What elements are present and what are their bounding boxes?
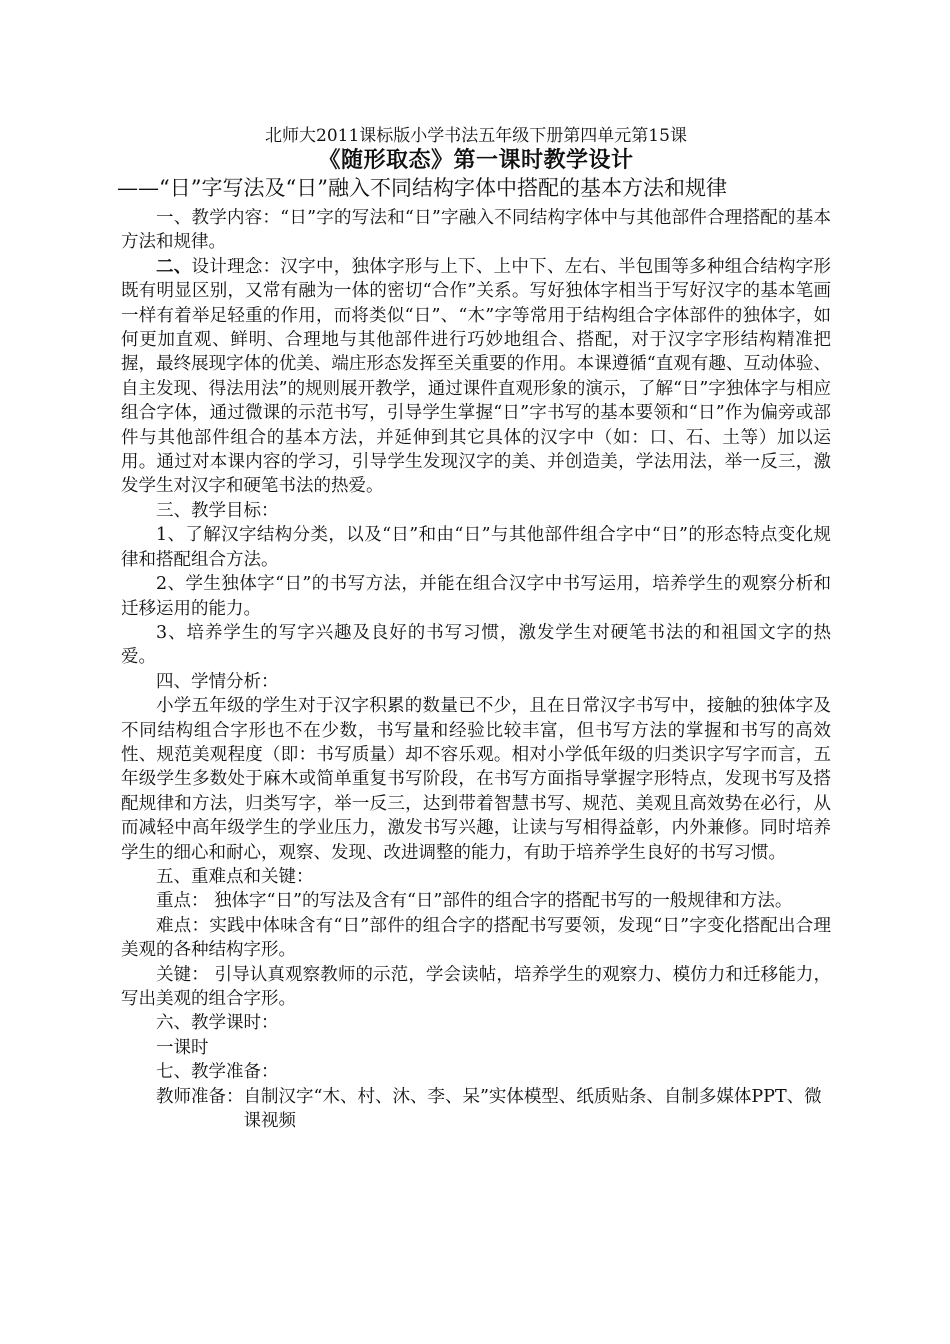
key-factor: 关键： 引导认真观察教师的示范，学会读帖，培养学生的观察力、模仿力和迁移能力，写出美观的组合字形。 bbox=[121, 964, 831, 1009]
section-hours-text: 一课时 bbox=[156, 1037, 209, 1058]
design-concept-text: 设计理念：汉字中，独体字形与上下、上中下、左右、半包围等多种组合结构字形既有明显区别，又常有融为一体的密切“合作”关系。写好独体字相当于写好汉字的基本笔画一样有着举足轻重的作用，而将类似“日”、“木”字等常用于结构组合字体部件的独体字，如何更加直观、鲜明、合理地与其他部件进行巧妙地组合、搭配，对于汉字字形结构精准把握，最终展现字体的优美、端庄形态发挥至关重要的作用。本课遵循“直观有趣、互动体验、自主发现、得法用法”的规则展开教学，通过课件直观形象的演示，了解“日”字独体字与相应组合字体，通过微课的示范书写，引导学生掌握“日”字书写的基本要领和“日”作为偏旁或部件与其他部件组合的基本方法，并延伸到其它具体的汉字中（如：口、石、土等）加以运用。通过对本课内容的学习，引导学生发现汉字的美、并创造美，学法用法，举一反三，激发学生对汉字和硬笔书法的热爱。 bbox=[121, 256, 832, 497]
teacher-prep-text: 自制汉字“木、村、沐、李、呆”实体模型、纸质贴条、自制多媒体PPT、微课视频 bbox=[243, 1086, 822, 1132]
goal-item-2: 2、学生独体字“日”的书写方法，并能在组合汉字中书写运用，培养学生的观察分析和迁移运用的能力。 bbox=[121, 574, 831, 619]
key-point: 重点： 独体字“日”的写法及含有“日”部件的组合字的搭配书写的一般规律和方法。 bbox=[156, 891, 793, 912]
section-analysis-text: 小学五年级的学生对于汉字积累的数量已不少，且在日常汉字书写中，接触的独体字及不同结构组合字形也不在少数，书写量和经验比较丰富，但书写方法的掌握和书写的高效性、规范美观程度（即：书写质量）却不容乐观。相对小学低年级的归类识字写字而言，五年级学生多数处于麻木或简单重复书写阶段，在书写方面指导掌握字形特点，发现书写及搭配规律和方法，归类写字，举一反三，达到带着智慧书写、规范、美观且高效势在必行，从而减轻中高年级学生的学业压力，激发书写兴趣，让读与写相得益彰，内外兼修。同时培养学生的细心和耐心，观察、发现、改进调整的能力，有助于培养学生良好的书写习惯。 bbox=[121, 696, 831, 863]
goal-item-3: 3、培养学生的写字兴趣及良好的书写习惯，激发学生对硬笔书法的和祖国文字的热爱。 bbox=[121, 622, 831, 668]
goal-item-1: 1、了解汉字结构分类，以及“日”和由“日”与其他部件组合字中“日”的形态特点变化规律和搭配组合方法。 bbox=[121, 525, 831, 570]
difficulty-point: 难点：实践中体味含有“日”部件的组合字的搭配书写要领，发现“日”字变化搭配出合理美观的各种结构字形。 bbox=[121, 915, 831, 961]
section-keypoints-heading: 五、重难点和关键： bbox=[156, 866, 314, 887]
teacher-preparation bbox=[156, 1085, 831, 1134]
teacher-prep-label: 教师准备： bbox=[156, 1086, 244, 1107]
course-header: 北师大2011课标版小学书法五年级下册第四单元第15课 bbox=[265, 126, 687, 146]
design-concept-number: 二、 bbox=[156, 256, 192, 277]
section-design-concept bbox=[121, 255, 831, 499]
section-hours-heading: 六、教学课时： bbox=[156, 1013, 279, 1034]
document-body bbox=[117, 124, 832, 1133]
section-goals-heading: 三、教学目标： bbox=[156, 500, 279, 521]
page-title: 《随形取态》第一课时教学设计 bbox=[318, 147, 634, 173]
section-prep-heading: 七、教学准备： bbox=[156, 1062, 279, 1083]
section-analysis-heading: 四、学情分析： bbox=[156, 671, 279, 692]
page-subtitle: ——“日”字写法及“日”融入不同结构字体中搭配的基本方法和规律 bbox=[117, 176, 727, 200]
section-teaching-content: 一、教学内容：“日”字的写法和“日”字融入不同结构字体中与其他部件合理搭配的基本方法和规律。 bbox=[121, 208, 831, 253]
